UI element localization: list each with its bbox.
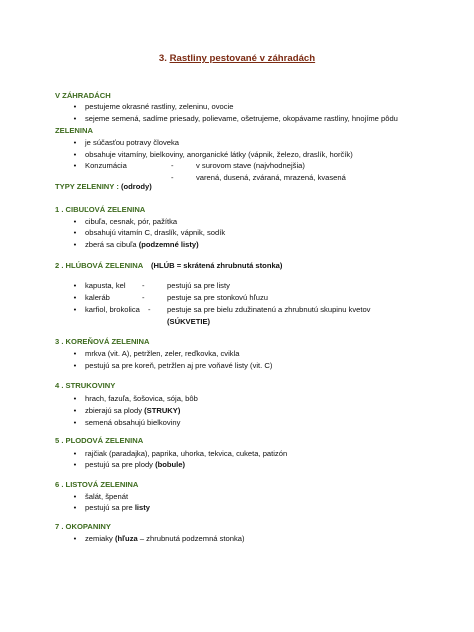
typy-zeleniny: TYPY ZELENINY : (odrody) (55, 182, 152, 191)
bullet-icon: • (73, 138, 77, 147)
document-page: 3. Rastliny pestované v záhradách V ZÁHRADÁCH • pestujeme okrasné rastliny, zeleninu, ovocie • sejeme semená, sadíme priesady, polievame, ošetrujeme, okopávame rastliny, hnojíme pôdu ZELENINA • je súčasťou potravy človeka • obsahuje vitamíny, bielkoviny, anorganické látky (vápnik, železo, draslík, horčík) • Konzumácia - v surovom stave (najvhodnejšia) - varená, dusená, zváraná, mrazená, kvasená TYPY ZELENINY : (odrody) 1 . CIBUĽOVÁ ZELENINA • cibuľa, cesnak, pór, pažítka • obsahujú vitamín C, draslík, vápnik, sodík • zberá sa cibuľa (podzemné listy) 2 . HLÚBOVÁ ZELENINA (HLÚB = skrátená zhrubnutá stonka) • kapusta, kel - pestujú sa pre listy • kaleráb - pestuje sa pre stonkovú hľuzu • karfiol, brokolica - pestuje sa pre bielu zdužinatenú a zhrubnutú skupinu kvetov (SÚKVETIE) 3 . KOREŇOVÁ ZELENINA • mrkva (vit. A), petržlen, zeler, reďkovka, cvikla • pestujú sa pre koreň, petržlen aj pre voňavé listy (vit. C) 4 . STRUKOVINY • hrach, fazuľa, šošovica, sója, bôb • zbierajú sa plody (STRUKY) • semená obsahujú bielkoviny 5 . PLODOVÁ ZELENINA • rajčiak (paradajka), paprika, uhorka, tekvica, cuketa, patizón • pestujú sa pre plody (bobule) 6 . LISTOVÁ ZELENINA • šalát, špenát • pestujú sa pre listy 7 . OKOPANINY • zemiaky (hľuza – zhrubnutá podzemná stonka) (0, 0, 474, 632)
bullet-icon: • (73, 114, 77, 123)
bullet-icon: • (73, 281, 77, 290)
bullet-icon: • (73, 406, 77, 415)
bullet-icon: • (73, 228, 77, 237)
bullet-icon: • (73, 449, 77, 458)
heading-zelenina: ZELENINA (55, 126, 93, 135)
bullet-icon: • (73, 293, 77, 302)
sukvetie-label: (SÚKVETIE) (167, 317, 211, 326)
heading-cibulova: 1 . CIBUĽOVÁ ZELENINA (55, 205, 146, 214)
bullet-icon: • (73, 361, 77, 370)
bullet-icon: • (73, 217, 77, 226)
bullet-icon: • (73, 534, 77, 543)
bullet-icon: • (73, 460, 77, 469)
heading-plodova: 5 . PLODOVÁ ZELENINA (55, 436, 144, 445)
heading-strukoviny: 4 . STRUKOVINY (55, 381, 116, 390)
bullet-icon: • (73, 349, 77, 358)
title-number: 3. (158, 53, 167, 64)
bullet-icon: • (73, 492, 77, 501)
heading-listova: 6 . LISTOVÁ ZELENINA (55, 480, 139, 489)
bullet-icon: • (73, 161, 77, 170)
title-text: Rastliny pestované v záhradách (169, 53, 316, 64)
heading-hlubova-row (55, 261, 283, 271)
heading-korenova: 3 . KOREŇOVÁ ZELENINA (55, 337, 150, 346)
page-title (0, 53, 474, 64)
bullet-icon: • (73, 503, 77, 512)
bullet-icon: • (73, 394, 77, 403)
heading-okopaniny: 7 . OKOPANINY (55, 522, 111, 531)
hlub-note: (HLÚB = skrátená zhrubnutá stonka) (151, 261, 283, 270)
bullet-icon: • (73, 305, 77, 314)
bullet-icon: • (73, 240, 77, 249)
bullet-icon: • (73, 102, 77, 111)
bullet-icon: • (73, 418, 77, 427)
bullet-icon: • (73, 150, 77, 159)
heading-hlubova: 2 . HLÚBOVÁ ZELENINA (55, 261, 144, 270)
heading-v-zahradach: V ZÁHRADÁCH (55, 91, 111, 100)
